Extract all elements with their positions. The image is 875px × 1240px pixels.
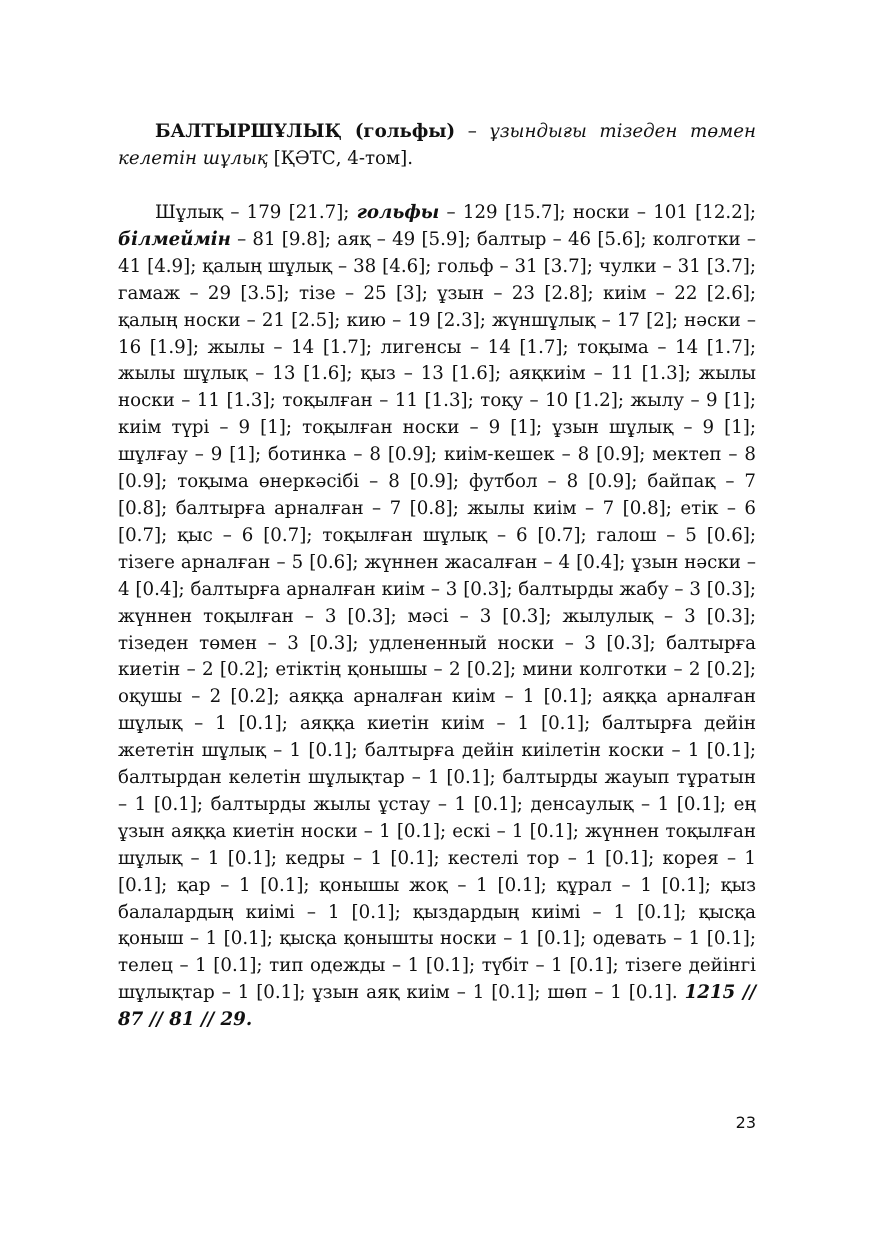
- response-text: – 81 [9.8]; аяқ – 49 [5.9]; балтыр – 46 [5.6]; колготки – 41 [4.9]; қалың шұлық – 38 [4.6]; гольф – 31 [3.7]; чулки – 31 [3.7]; гамаж – 29 [3.5]; тізе – 25 [3]; ұзын – 23 [2.8]; киім – 22 [2.6]; қалың носки – 21 [2.5]; кию – 19 [2.3]; жүншұлық – 17 [2]; нәски – 16 [1.9]; жылы – 14 [1.7]; лигенсы – 14 [1.7]; тоқыма – 14 [1.7]; жылы шұлық – 13 [1.6]; қыз – 13 [1.6]; аяқкиім – 11 [1.3]; жылы носки – 11 [1.3]; тоқылған – 11 [1.3]; тоқу – 10 [1.2]; жылу – 9 [1]; киім түрі – 9 [1]; тоқылған носки – 9 [1]; ұзын шұлық – 9 [1]; шұлғау – 9 [1]; ботинка – 8 [0.9]; киім-кешек – 8 [0.9]; мектеп – 8 [0.9]; тоқыма өнеркәсібі – 8 [0.9]; футбол – 8 [0.9]; байпақ – 7 [0.8]; балтырға арналған – 7 [0.8]; жылы киім – 7 [0.8]; етік – 6 [0.7]; қыс – 6 [0.7]; тоқылған шұлық – 6 [0.7]; галош – 5 [0.6]; тізеге арналған – 5 [0.6]; жүннен жасалған – 4 [0.4]; ұзын нәски – 4 [0.4]; балтырға арналған киім – 3 [0.3]; балтырды жабу – 3 [0.3]; жүннен тоқылған – 3 [0.3]; мәсі – 3 [0.3]; жылулық – 3 [0.3]; тізеден төмен – 3 [0.3]; удлененный носки – 3 [0.3]; балтырға киетін – 2 [0.2]; етіктің қонышы – 2 [0.2]; мини колготки – 2 [0.2]; оқушы – 2 [0.2]; аяққа арналған киім – 1 [0.1]; аяққа арналған шұлық – 1 [0.1]; аяққа киетін киім – 1 [0.1]; балтырға дейін жететін шұлық – 1 [0.1]; балтырға дейін киілетін коски – 1 [0.1]; балтырдан келетін шұлықтар – 1 [0.1]; балтырды жауып тұратын – 1 [0.1]; балтырды жылы ұстау – 1 [0.1]; денсаулық – 1 [0.1]; ең ұзын аяққа киетін носки – 1 [0.1]; ескі – 1 [0.1]; жүннен тоқылған шұлық – 1 [0.1]; кедры – 1 [0.1]; кестелі тор – 1 [0.1]; корея – 1 [0.1]; қар – 1 [0.1]; қонышы жоқ – 1 [0.1]; құрал – 1 [0.1]; қыз балалардың киімі – 1 [0.1]; қыздардың киімі – 1 [0.1]; қысқа қоныш – 1 [0.1]; қысқа қонышты носки – 1 [0.1]; одевать – 1 [0.1]; телец – 1 [0.1]; тип одежды – 1 [0.1]; түбіт – 1 [0.1]; тізеге дейінгі шұлықтар – 1 [0.1]; ұзын аяқ киім – 1 [0.1]; шөп – 1 [0.1].: [118, 228, 756, 1004]
- entry-source: [ҚӘТС, 4-том].: [267, 147, 414, 169]
- response-stimulus: гольфы: [356, 202, 440, 223]
- response-unknown: білмеймін: [118, 228, 231, 250]
- entry-paragraph: [118, 119, 756, 173]
- response-text: – 129 [15.7]; носки – 101 [12.2];: [439, 202, 756, 223]
- entry-dash: –: [455, 121, 490, 142]
- entry-definition: ұзындығы тізеден төмен келетін шұлық: [118, 121, 756, 169]
- entry-headword: БАЛТЫРШҰЛЫҚ (гольфы): [155, 121, 456, 142]
- page-number: 23: [735, 1113, 756, 1132]
- responses-block: [118, 200, 756, 1034]
- responses-paragraph: [118, 200, 756, 1034]
- response-text: Шұлық – 179 [21.7];: [155, 202, 357, 223]
- entry-definition-block: [118, 119, 756, 173]
- response-totals: 1215 // 87 // 81 // 29.: [118, 982, 756, 1031]
